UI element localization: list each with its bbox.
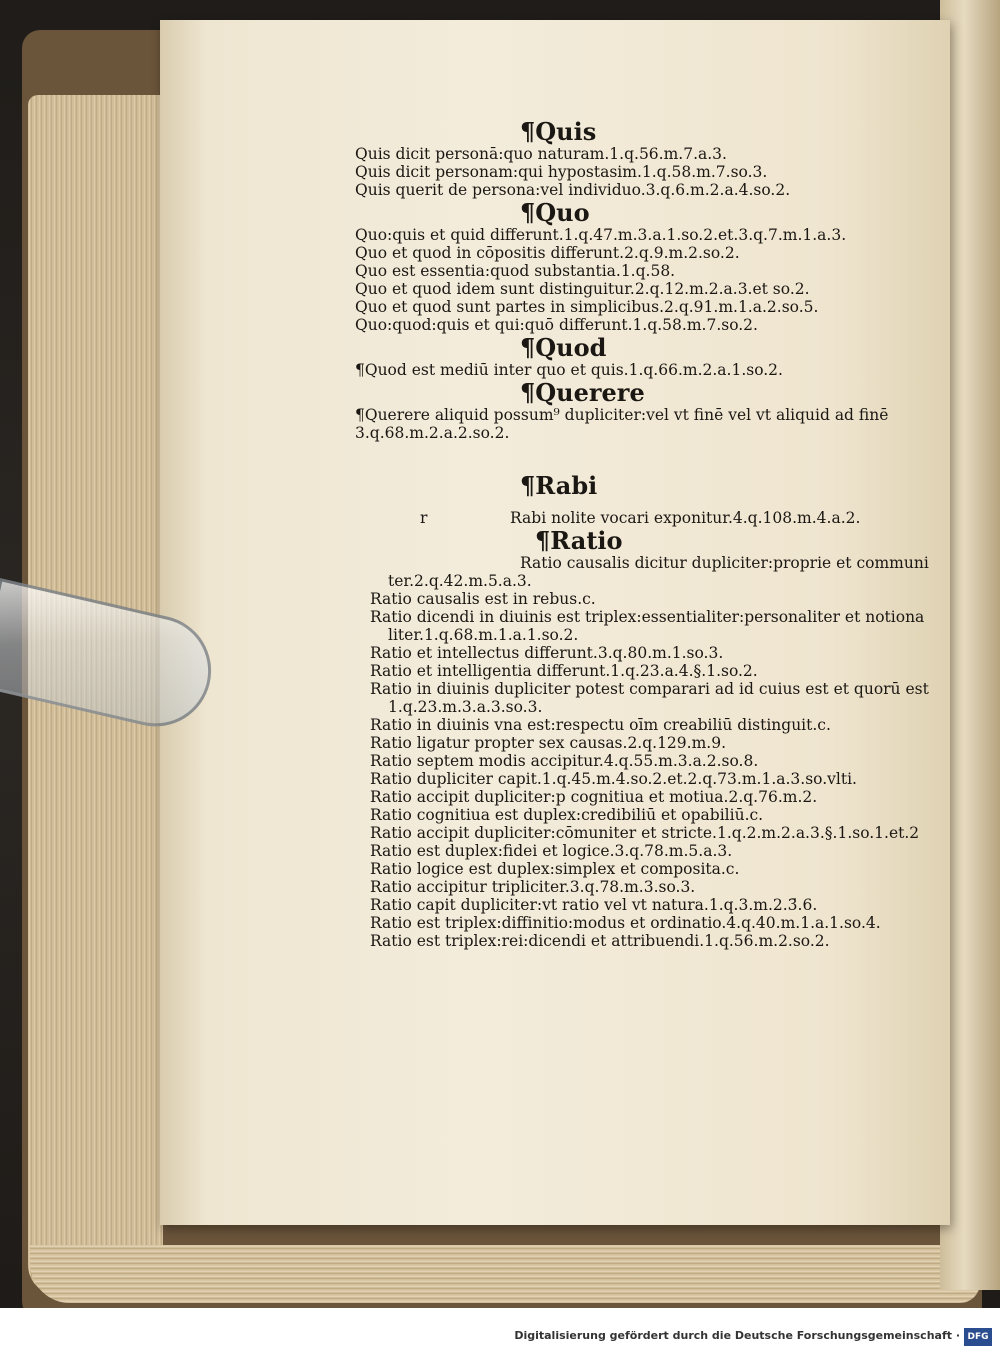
index-entry: Quo:quis et quid differunt.1.q.47.m.3.a.1.so.2.et.3.q.7.m.1.a.3. — [355, 226, 847, 244]
index-entry: Quo:quod:quis et qui:quō differunt.1.q.58.m.7.so.2. — [355, 316, 758, 334]
index-entry: 3.q.68.m.2.a.2.so.2. — [355, 424, 510, 442]
index-entry: Ratio est duplex:fidei et logice.3.q.78.m.5.a.3. — [370, 842, 733, 860]
index-entry: Ratio dicendi in diuinis est triplex:essentialiter:personaliter et notiona — [370, 608, 925, 626]
section-quo-entries — [355, 226, 945, 334]
section-heading: ¶Quis — [520, 117, 597, 146]
section-heading: ¶Querere — [520, 378, 645, 407]
footer-credit: Digitalisierung gefördert durch die Deutsche Forschungsgemeinschaft · — [514, 1329, 960, 1342]
section-heading: ¶Rabi — [520, 471, 598, 500]
index-entry: Ratio causalis dicitur dupliciter:proprie et communi — [520, 554, 929, 572]
index-entry: Ratio accipit dupliciter:cōmuniter et stricte.1.q.2.m.2.a.3.§.1.so.1.et.2 — [370, 824, 920, 842]
index-entry: Ratio dupliciter capit.1.q.45.m.4.so.2.et.2.q.73.m.1.a.3.so.vlti. — [370, 770, 857, 788]
index-entry: Ratio in diuinis vna est:respectu oīm creabiliū distinguit.c. — [370, 716, 831, 734]
section-rabi-entries — [420, 509, 945, 527]
index-entry: Quo et quod in cōpositis differunt.2.q.9.m.2.so.2. — [355, 244, 740, 262]
section-quis — [520, 118, 945, 145]
section-quod-entries — [355, 361, 945, 379]
section-heading: ¶Quod — [520, 333, 607, 362]
index-entry: Ratio accipit dupliciter:p cognitiua et motiua.2.q.76.m.2. — [370, 788, 818, 806]
index-entry: Quis querit de persona:vel individuo.3.q.6.m.2.a.4.so.2. — [355, 181, 791, 199]
index-entry: Ratio cognitiua est duplex:credibiliū et opabiliū.c. — [370, 806, 764, 824]
section-rabi — [520, 472, 945, 499]
section-heading: ¶Quo — [520, 198, 590, 227]
section-ratio — [535, 527, 945, 554]
index-text — [185, 118, 945, 950]
index-entry: 1.q.23.m.3.a.3.so.3. — [388, 698, 543, 716]
index-entry: Ratio est triplex:rei:dicendi et attribuendi.1.q.56.m.2.so.2. — [370, 932, 830, 950]
index-entry: Ratio septem modis accipitur.4.q.55.m.3.a.2.so.8. — [370, 752, 759, 770]
index-entry: Rabi nolite vocari exponitur.4.q.108.m.4.a.2. — [510, 509, 861, 527]
index-entry: Ratio et intelligentia differunt.1.q.23.a.4.§.1.so.2. — [370, 662, 758, 680]
index-entry: Quis dicit personam:qui hypostasim.1.q.58.m.7.so.3. — [355, 163, 768, 181]
index-entry: ¶Querere aliquid possum⁹ dupliciter:vel vt finē vel vt aliquid ad finē — [355, 406, 889, 424]
index-entry: ter.2.q.42.m.5.a.3. — [388, 572, 532, 590]
index-entry: Ratio capit dupliciter:vt ratio vel vt natura.1.q.3.m.2.3̄.6. — [370, 896, 818, 914]
index-entry: ¶Quod est mediū inter quo et quis.1.q.66.m.2.a.1.so.2. — [355, 361, 783, 379]
margin-letter: r — [420, 509, 428, 527]
section-quo — [520, 199, 945, 226]
index-entry: Ratio in diuinis dupliciter potest comparari ad id cuius est et quorū est — [370, 680, 929, 698]
index-entry: Ratio est triplex:diffinitio:modus et ordinatio.4.q.40.m.1.a.1.so.4. — [370, 914, 881, 932]
index-entry: Quo est essentia:quod substantia.1.q.58. — [355, 262, 676, 280]
section-ratio-entries — [370, 554, 945, 950]
index-entry: Ratio ligatur propter sex causas.2.q.129.m.9. — [370, 734, 727, 752]
index-entry: Quo et quod idem sunt distinguitur.2.q.12.m.2.a.3.et so.2. — [355, 280, 810, 298]
section-heading: ¶Ratio — [535, 526, 623, 555]
index-entry: Ratio causalis est in rebus.c. — [370, 590, 596, 608]
section-quod — [520, 334, 945, 361]
page-edges-bottom — [30, 1245, 980, 1303]
index-entry: Ratio accipitur tripliciter.3.q.78.m.3.so.3. — [370, 878, 696, 896]
section-querere — [520, 379, 945, 406]
index-entry: Quis dicit personā:quo naturam.1.q.56.m.7.a.3. — [355, 145, 727, 163]
index-entry: Ratio logice est duplex:simplex et composita.c. — [370, 860, 740, 878]
index-entry: Ratio et intellectus differunt.3.q.80.m.1.so.3. — [370, 644, 724, 662]
section-quis-entries — [355, 145, 945, 199]
footer-bar — [0, 1308, 1000, 1356]
section-querere-entries — [355, 406, 945, 442]
index-entry: liter.1.q.68.m.1.a.1.so.2. — [388, 626, 579, 644]
dfg-logo-icon: DFG — [964, 1328, 992, 1346]
index-entry: Quo et quod sunt partes in simplicibus.2.q.91.m.1.a.2.so.5. — [355, 298, 819, 316]
